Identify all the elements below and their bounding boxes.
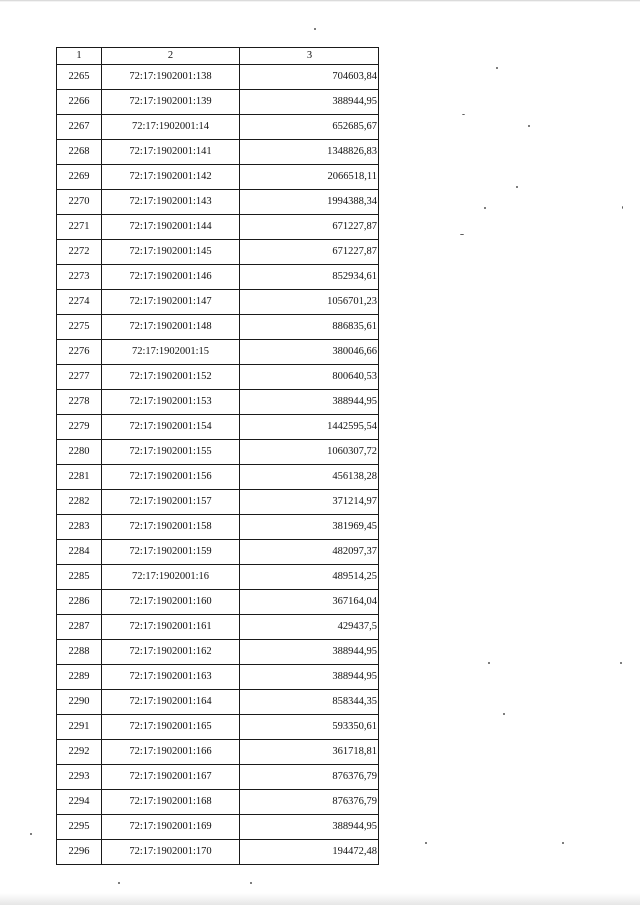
cadastral-value: 1442595,54 — [240, 415, 379, 440]
cadastral-number: 72:17:1902001:143 — [102, 190, 240, 215]
cadastral-value: 388944,95 — [240, 390, 379, 415]
cadastral-number: 72:17:1902001:14 — [102, 115, 240, 140]
cadastral-number: 72:17:1902001:146 — [102, 265, 240, 290]
scan-speck — [118, 882, 120, 884]
row-number: 2294 — [57, 790, 102, 815]
table-header-row — [57, 48, 379, 65]
cadastral-number: 72:17:1902001:159 — [102, 540, 240, 565]
row-number: 2272 — [57, 240, 102, 265]
cadastral-number: 72:17:1902001:163 — [102, 665, 240, 690]
scan-speck — [460, 234, 464, 235]
cadastral-value: 852934,61 — [240, 265, 379, 290]
table-row — [57, 90, 379, 115]
cadastral-number: 72:17:1902001:169 — [102, 815, 240, 840]
scan-speck — [484, 207, 486, 209]
row-number: 2286 — [57, 590, 102, 615]
cadastral-number: 72:17:1902001:15 — [102, 340, 240, 365]
table-row — [57, 815, 379, 840]
table-row — [57, 565, 379, 590]
header-col-3: 3 — [240, 48, 379, 65]
row-number: 2295 — [57, 815, 102, 840]
table-row — [57, 690, 379, 715]
table-body — [57, 65, 379, 865]
scan-edge-top — [0, 0, 640, 2]
cadastral-value: 388944,95 — [240, 665, 379, 690]
cadastral-value: 380046,66 — [240, 340, 379, 365]
cadastral-number: 72:17:1902001:161 — [102, 615, 240, 640]
cadastral-number: 72:17:1902001:16 — [102, 565, 240, 590]
cadastral-value: 194472,48 — [240, 840, 379, 865]
cadastral-value: 367164,04 — [240, 590, 379, 615]
row-number: 2277 — [57, 365, 102, 390]
table-row — [57, 765, 379, 790]
table-row — [57, 165, 379, 190]
cadastral-number: 72:17:1902001:139 — [102, 90, 240, 115]
scan-speck — [516, 186, 518, 188]
cadastral-number: 72:17:1902001:164 — [102, 690, 240, 715]
scan-speck — [503, 713, 505, 715]
row-number: 2288 — [57, 640, 102, 665]
scan-speck — [425, 842, 427, 844]
table-row — [57, 590, 379, 615]
cadastral-value: 2066518,11 — [240, 165, 379, 190]
row-number: 2289 — [57, 665, 102, 690]
row-number: 2271 — [57, 215, 102, 240]
row-number: 2290 — [57, 690, 102, 715]
cadastral-value: 886835,61 — [240, 315, 379, 340]
table-row — [57, 140, 379, 165]
table-row — [57, 490, 379, 515]
cadastral-number: 72:17:1902001:168 — [102, 790, 240, 815]
row-number: 2276 — [57, 340, 102, 365]
cadastral-value: 876376,79 — [240, 765, 379, 790]
table-row — [57, 290, 379, 315]
row-number: 2291 — [57, 715, 102, 740]
cadastral-number: 72:17:1902001:138 — [102, 65, 240, 90]
row-number: 2284 — [57, 540, 102, 565]
row-number: 2275 — [57, 315, 102, 340]
cadastral-number: 72:17:1902001:167 — [102, 765, 240, 790]
cadastral-value: 652685,67 — [240, 115, 379, 140]
cadastral-value: 388944,95 — [240, 90, 379, 115]
table-row — [57, 265, 379, 290]
cadastral-value: 429437,5 — [240, 615, 379, 640]
cadastral-number: 72:17:1902001:144 — [102, 215, 240, 240]
cadastral-value: 671227,87 — [240, 215, 379, 240]
cadastral-value: 858344,35 — [240, 690, 379, 715]
scan-edge-bottom — [0, 893, 640, 905]
cadastral-value: 593350,61 — [240, 715, 379, 740]
cadastral-value: 361718,81 — [240, 740, 379, 765]
scan-speck — [496, 67, 498, 69]
cadastral-number: 72:17:1902001:158 — [102, 515, 240, 540]
scan-speck — [620, 662, 622, 664]
cadastral-number: 72:17:1902001:162 — [102, 640, 240, 665]
scan-speck — [488, 662, 490, 664]
table-row — [57, 215, 379, 240]
cadastral-value: 800640,53 — [240, 365, 379, 390]
table-row — [57, 440, 379, 465]
cadastral-number: 72:17:1902001:148 — [102, 315, 240, 340]
cadastral-value: 1994388,34 — [240, 190, 379, 215]
scan-speck — [528, 125, 530, 127]
cadastral-value: 704603,84 — [240, 65, 379, 90]
row-number: 2274 — [57, 290, 102, 315]
scan-speck — [250, 882, 252, 884]
row-number: 2278 — [57, 390, 102, 415]
cadastral-value: 1348826,83 — [240, 140, 379, 165]
table-row — [57, 65, 379, 90]
table-row — [57, 540, 379, 565]
table-row — [57, 415, 379, 440]
table-row — [57, 340, 379, 365]
table-row — [57, 390, 379, 415]
table-row — [57, 740, 379, 765]
cadastral-number: 72:17:1902001:153 — [102, 390, 240, 415]
cadastral-value: 1056701,23 — [240, 290, 379, 315]
scan-speck — [30, 833, 32, 835]
row-number: 2266 — [57, 90, 102, 115]
row-number: 2292 — [57, 740, 102, 765]
scan-speck — [622, 206, 623, 209]
row-number: 2279 — [57, 415, 102, 440]
table-row — [57, 640, 379, 665]
table-row — [57, 315, 379, 340]
table-row — [57, 840, 379, 865]
row-number: 2280 — [57, 440, 102, 465]
row-number: 2283 — [57, 515, 102, 540]
table-row — [57, 365, 379, 390]
cadastral-value: 456138,28 — [240, 465, 379, 490]
row-number: 2282 — [57, 490, 102, 515]
scan-speck — [462, 114, 465, 115]
table-row — [57, 665, 379, 690]
cadastral-number: 72:17:1902001:141 — [102, 140, 240, 165]
cadastral-number: 72:17:1902001:155 — [102, 440, 240, 465]
cadastral-value: 876376,79 — [240, 790, 379, 815]
cadastral-value: 388944,95 — [240, 640, 379, 665]
table-row — [57, 615, 379, 640]
cadastral-value-table — [56, 47, 379, 865]
cadastral-value: 671227,87 — [240, 240, 379, 265]
row-number: 2265 — [57, 65, 102, 90]
table-row — [57, 115, 379, 140]
row-number: 2296 — [57, 840, 102, 865]
row-number: 2293 — [57, 765, 102, 790]
cadastral-value: 388944,95 — [240, 815, 379, 840]
header-col-2: 2 — [102, 48, 240, 65]
cadastral-number: 72:17:1902001:165 — [102, 715, 240, 740]
scan-speck — [314, 28, 316, 30]
table-row — [57, 715, 379, 740]
cadastral-number: 72:17:1902001:160 — [102, 590, 240, 615]
cadastral-number: 72:17:1902001:142 — [102, 165, 240, 190]
scan-speck — [562, 842, 564, 844]
cadastral-number: 72:17:1902001:147 — [102, 290, 240, 315]
table-row — [57, 240, 379, 265]
table-row — [57, 190, 379, 215]
cadastral-number: 72:17:1902001:154 — [102, 415, 240, 440]
row-number: 2281 — [57, 465, 102, 490]
row-number: 2267 — [57, 115, 102, 140]
cadastral-number: 72:17:1902001:156 — [102, 465, 240, 490]
row-number: 2269 — [57, 165, 102, 190]
header-col-1: 1 — [57, 48, 102, 65]
cadastral-number: 72:17:1902001:152 — [102, 365, 240, 390]
cadastral-value: 381969,45 — [240, 515, 379, 540]
cadastral-number: 72:17:1902001:170 — [102, 840, 240, 865]
cadastral-number: 72:17:1902001:166 — [102, 740, 240, 765]
cadastral-value: 1060307,72 — [240, 440, 379, 465]
row-number: 2270 — [57, 190, 102, 215]
row-number: 2273 — [57, 265, 102, 290]
row-number: 2285 — [57, 565, 102, 590]
cadastral-value: 489514,25 — [240, 565, 379, 590]
table-row — [57, 515, 379, 540]
row-number: 2287 — [57, 615, 102, 640]
cadastral-number: 72:17:1902001:145 — [102, 240, 240, 265]
cadastral-number: 72:17:1902001:157 — [102, 490, 240, 515]
row-number: 2268 — [57, 140, 102, 165]
table-row — [57, 465, 379, 490]
cadastral-value: 371214,97 — [240, 490, 379, 515]
cadastral-value: 482097,37 — [240, 540, 379, 565]
table-row — [57, 790, 379, 815]
